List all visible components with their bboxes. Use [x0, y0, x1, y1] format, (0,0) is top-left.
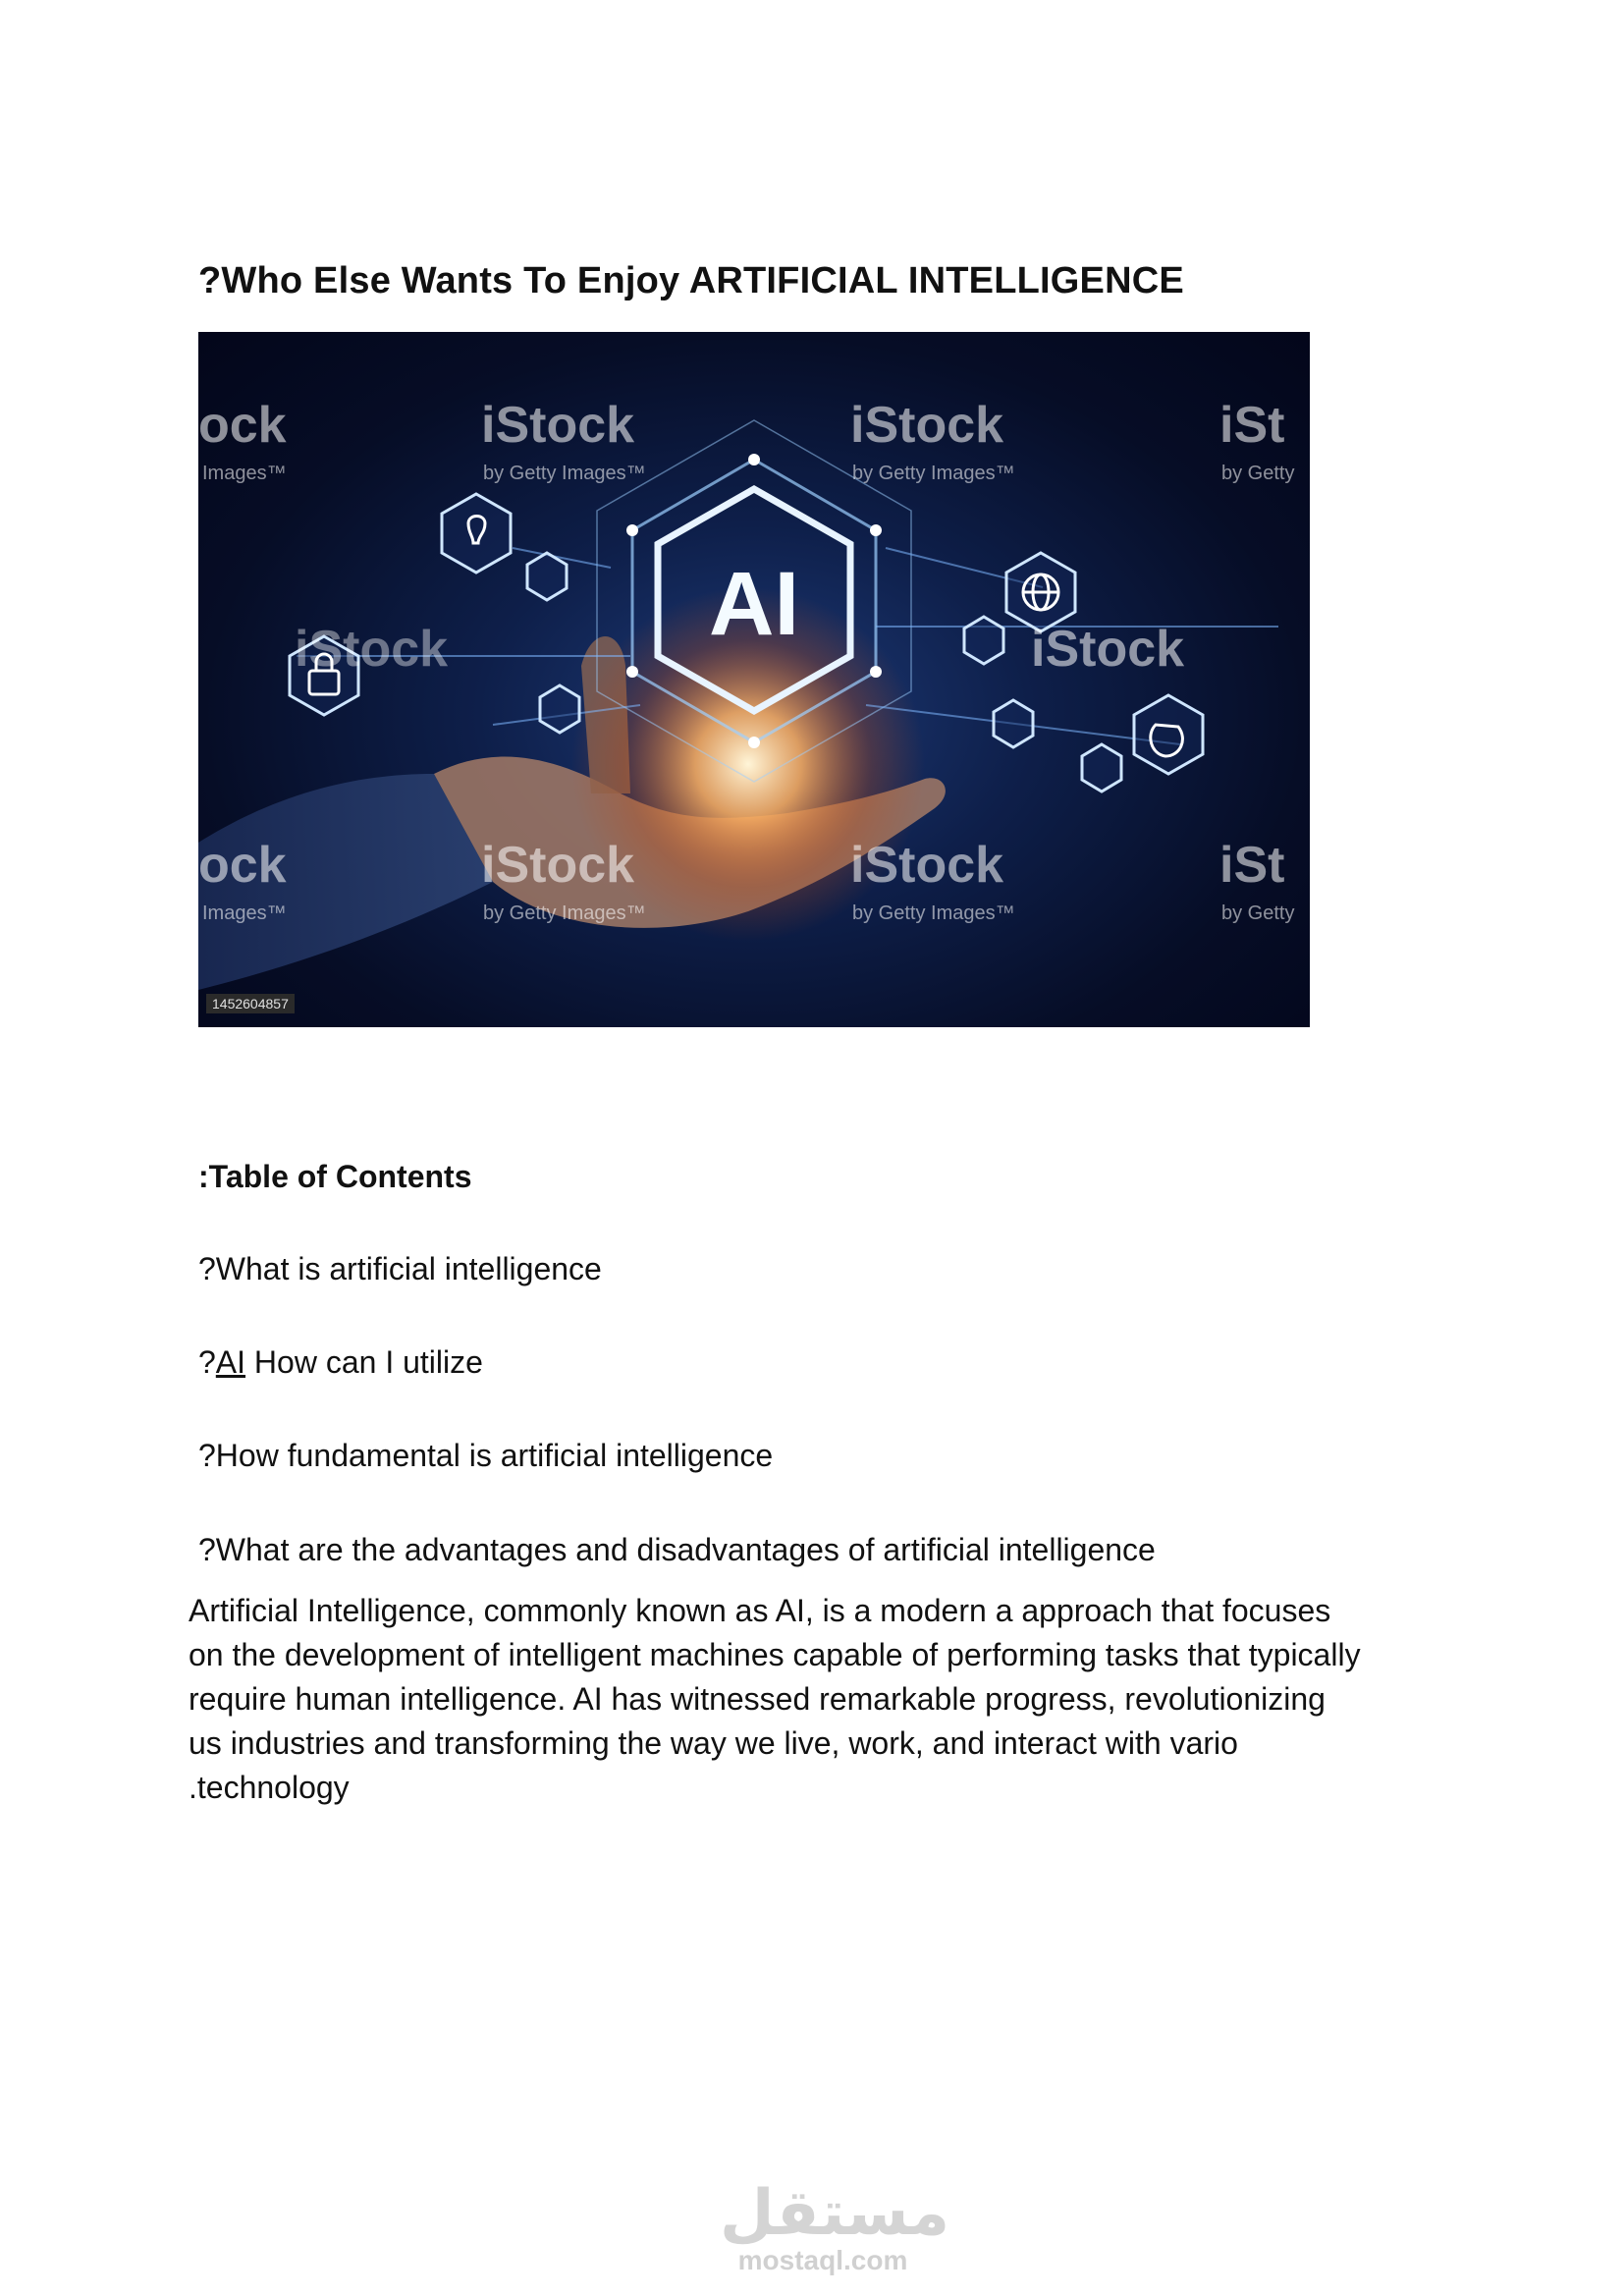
ai-center-label: AI [709, 554, 799, 654]
watermark-brand: iStock [850, 397, 1004, 454]
body-line: require human intelligence. AI has witnessed remarkable progress, revolutionizing [189, 1681, 1326, 1717]
mostaql-logo [720, 2177, 950, 2280]
watermark-brand: iSt [1219, 397, 1285, 454]
watermark-brand: ock [198, 837, 287, 894]
ai-link[interactable]: AI [215, 1344, 246, 1380]
toc-item: ?AI How can I utilize [198, 1344, 483, 1380]
watermark-sub: by Getty Images™ [483, 902, 646, 924]
ai-hand-illustration [198, 332, 1310, 1027]
watermark-brand: iStock [295, 621, 449, 678]
toc-item: ?How fundamental is artificial intelligence [198, 1438, 774, 1473]
watermark-brand: iStock [1031, 621, 1185, 678]
body-line: us industries and transforming the way we live, work, and interact with vario [189, 1725, 1238, 1761]
toc-heading: :Table of Contents [198, 1159, 472, 1194]
hero-image [198, 332, 1310, 1027]
watermark-sub: Images™ [202, 902, 287, 924]
stock-id: 1452604857 [212, 996, 289, 1011]
watermark-sub: by Getty Images™ [483, 463, 646, 484]
logo-arabic: مستقل [720, 2177, 950, 2250]
watermark-brand: iStock [481, 397, 635, 454]
body-paragraph [189, 1589, 1435, 1810]
watermark-sub: by Getty [1221, 902, 1295, 924]
watermark-sub: by Getty Images™ [852, 463, 1015, 484]
watermark-brand: ock [198, 397, 287, 454]
body-line: on the development of intelligent machines capable of performing tasks that typically [189, 1637, 1361, 1672]
watermark-sub: Images™ [202, 463, 287, 484]
toc-item: ?What are the advantages and disadvantages of artificial intelligence [198, 1532, 1156, 1567]
watermark-sub: by Getty Images™ [852, 902, 1015, 924]
page-title: ?Who Else Wants To Enjoy ARTIFICIAL INTELLIGENCE [198, 260, 1184, 301]
toc-item: ?What is artificial intelligence [198, 1251, 602, 1286]
watermark-sub: by Getty [1221, 463, 1295, 484]
watermark-brand: iStock [850, 837, 1004, 894]
body-line: .technology [189, 1770, 350, 1805]
watermark-brand: iSt [1219, 837, 1285, 894]
body-line: Artificial Intelligence, commonly known as AI, is a modern a approach that focuses [189, 1593, 1331, 1628]
watermark-brand: iStock [481, 837, 635, 894]
logo-url: mostaql.com [737, 2245, 908, 2275]
